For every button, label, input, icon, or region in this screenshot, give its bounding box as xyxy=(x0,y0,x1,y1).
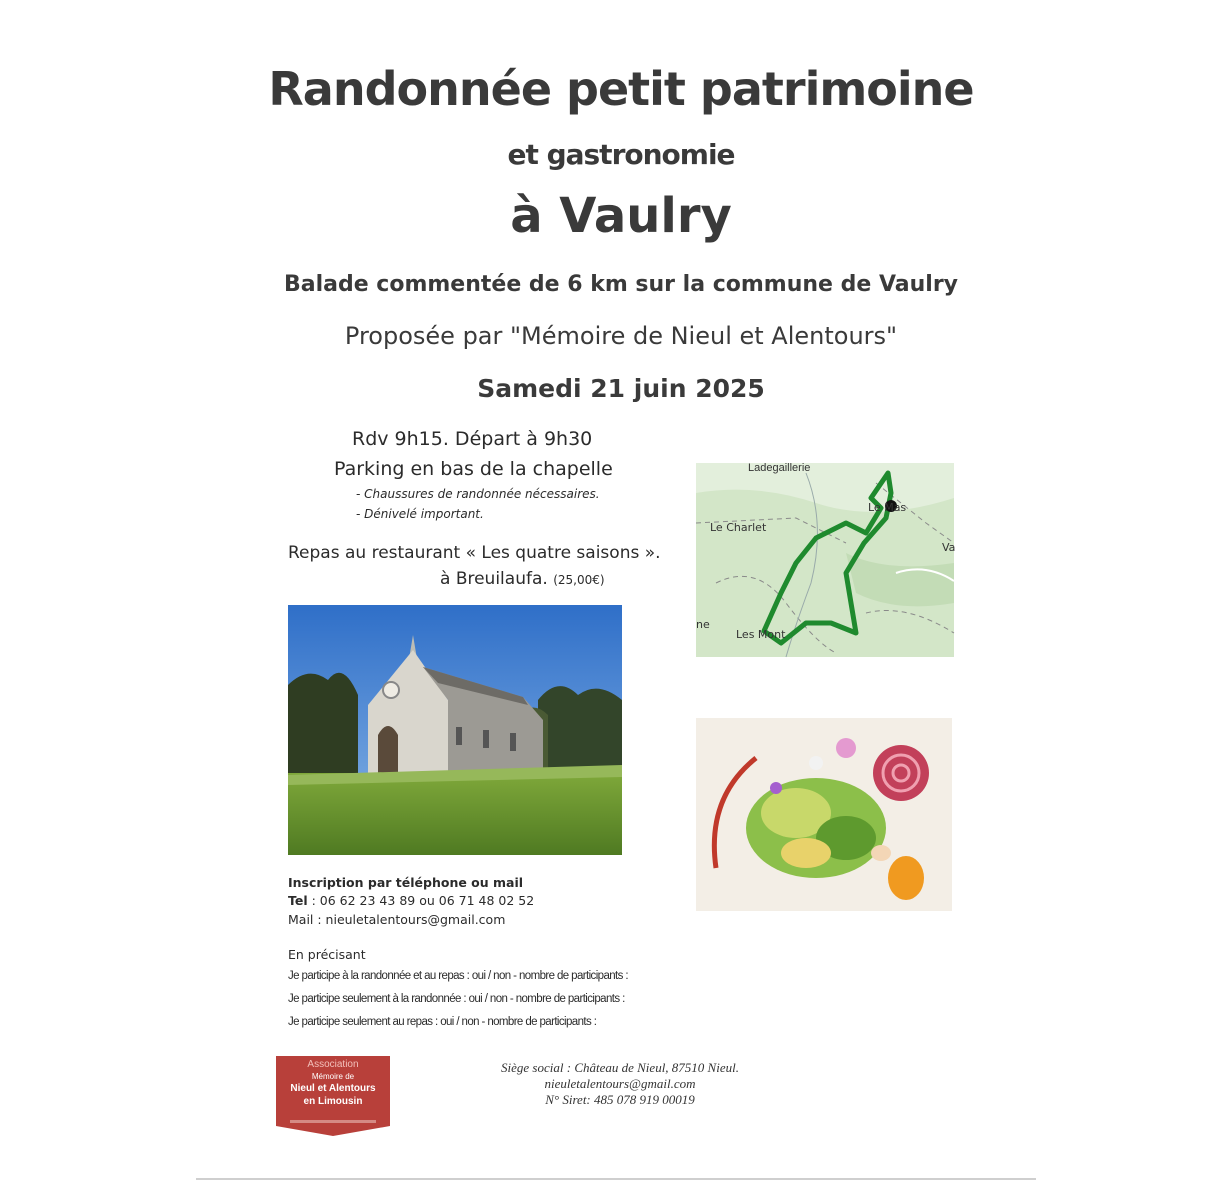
bottom-rule xyxy=(196,1178,1036,1180)
email-line: Mail : nieuletalentours@gmail.com xyxy=(288,912,506,927)
phone-line xyxy=(288,893,534,908)
logo-line3: Nieul et Alentours xyxy=(290,1083,376,1094)
footer-email: nieuletalentours@gmail.com xyxy=(544,1076,696,1091)
map-label-mas: Le Mas xyxy=(868,501,907,514)
phone-numbers: : 06 62 23 43 89 ou 06 71 48 02 52 xyxy=(307,893,535,908)
logo-line2: Mémoire de xyxy=(311,1072,355,1081)
precising-label: En précisant xyxy=(288,947,366,962)
poster-title: Randonnée petit patrimoine xyxy=(268,62,974,116)
question-walk-only: Je participe seulement à la randonnée : oui / non - nombre de participants : xyxy=(288,993,625,1005)
meal-location xyxy=(440,569,605,589)
parking-info: Parking en bas de la chapelle xyxy=(334,458,613,480)
chapel-photo xyxy=(288,605,622,855)
map-label-mont: Les Mont xyxy=(736,628,786,641)
question-meal-only: Je participe seulement au repas : oui / non - nombre de participants : xyxy=(288,1016,597,1028)
association-logo xyxy=(276,1056,390,1136)
map-label-va: Va xyxy=(942,541,956,554)
event-date: Samedi 21 juin 2025 xyxy=(477,374,765,403)
dish-photo xyxy=(696,718,952,911)
walk-description: Balade commentée de 6 km sur la commune de Vaulry xyxy=(283,272,959,297)
meeting-time: Rdv 9h15. Départ à 9h30 xyxy=(352,428,593,450)
organizer-line: Proposée par "Mémoire de Nieul et Alentours" xyxy=(344,322,898,350)
question-walk-and-meal: Je participe à la randonnée et au repas : oui / non - nombre de participants : xyxy=(288,970,628,982)
route-map xyxy=(696,463,954,657)
poster-subtitle: et gastronomie xyxy=(507,138,735,171)
footer-address: Siège social : Château de Nieul, 87510 Nieul. xyxy=(501,1060,739,1075)
logo-line1: Association xyxy=(307,1059,359,1070)
meal-place: à Breuilaufa. xyxy=(440,569,548,589)
meal-info: Repas au restaurant « Les quatre saisons ». xyxy=(288,543,661,563)
poster-place: à Vaulry xyxy=(510,188,732,244)
map-label-ne: ne xyxy=(696,618,710,631)
footer-siret: N° Siret: 485 078 919 00019 xyxy=(545,1092,695,1107)
map-label-ladegaillerie: Ladegaillerie xyxy=(748,462,811,474)
registration-heading: Inscription par téléphone ou mail xyxy=(288,875,524,890)
elevation-note: - Dénivelé important. xyxy=(356,507,484,521)
shoes-note: - Chaussures de randonnée nécessaires. xyxy=(356,487,600,501)
footer xyxy=(450,1060,790,1108)
map-label-charlet: Le Charlet xyxy=(710,521,767,534)
meal-price: (25,00€) xyxy=(553,573,605,587)
phone-label: Tel xyxy=(288,893,308,908)
logo-line4: en Limousin xyxy=(303,1096,363,1107)
